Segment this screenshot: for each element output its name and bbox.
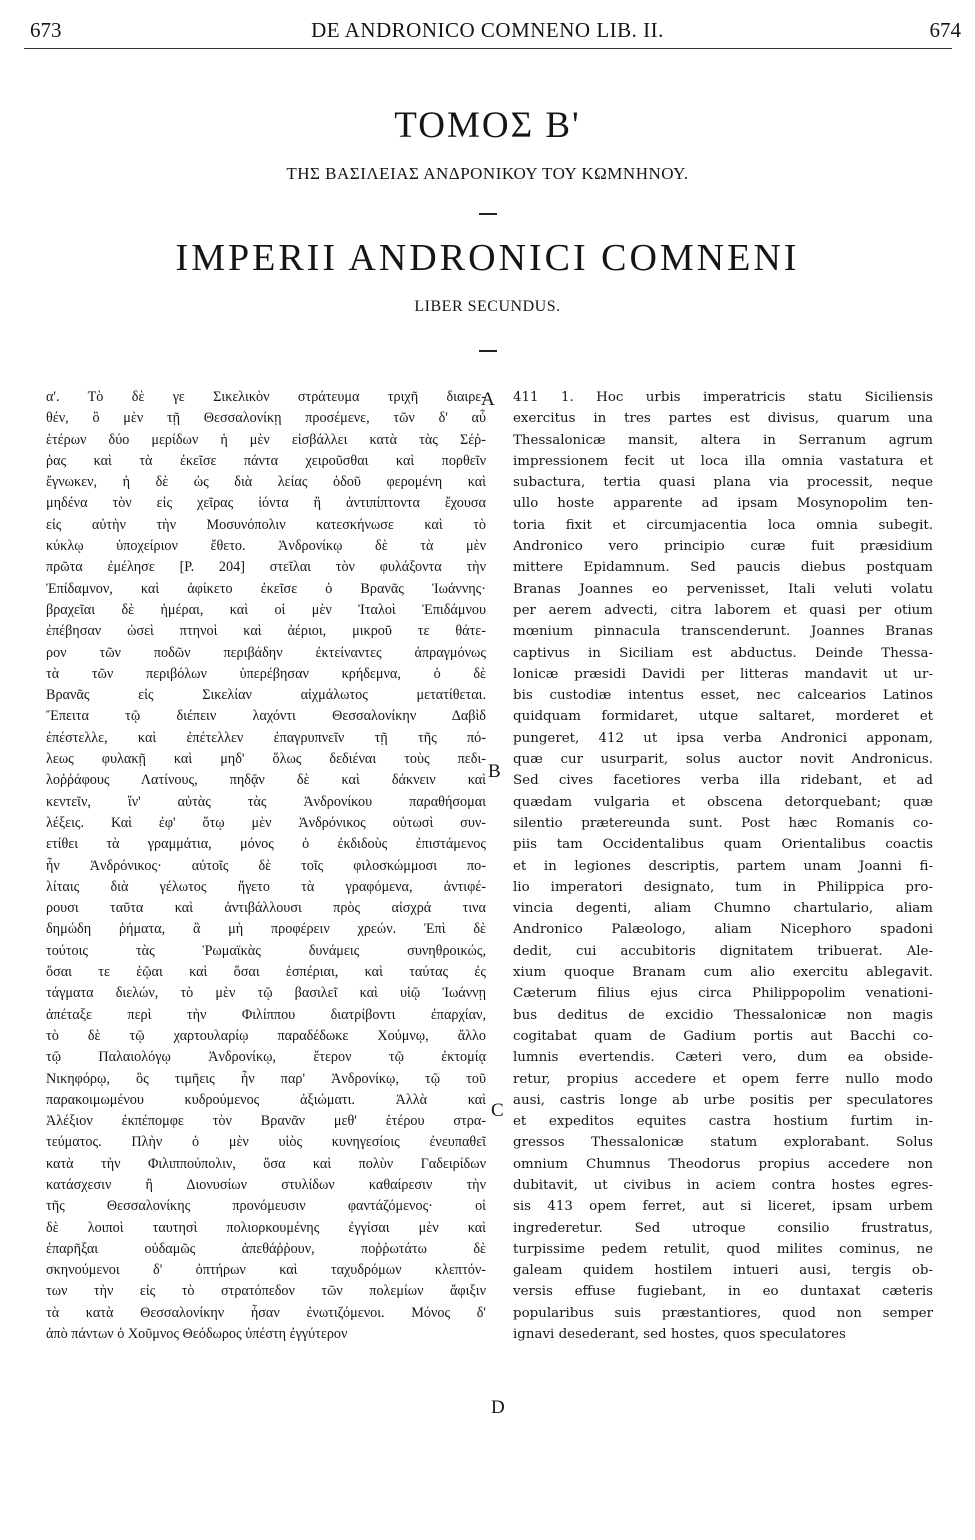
text-line: θέν, ὃ μὲν τῇ Θεσσαλονίκῃ προσέμενε, τῶν δ' αὖ	[46, 410, 486, 427]
text-line: εἰς αὐτὴν τὴν Μοσυνόπολιν κατεσκήνωσε καὶ τὸ	[46, 516, 486, 533]
text-line: κύκλῳ ὑποχείριον ἔθετο. Ἀνδρονίκῳ δὲ τὰ μὲν	[46, 538, 486, 555]
text-line: ρον τῶν ποδῶν περιβάδην ἐκτείναντες ἀπραγμόνως	[46, 644, 486, 661]
text-line: quæ cur usurparit, solus auctor novit Andronicus.	[513, 752, 933, 768]
text-line: silentio prætereunda sunt. Post hæc Romanis co-	[513, 815, 933, 831]
running-title: DE ANDRONICO COMNENO LIB. II.	[311, 18, 664, 42]
text-line: Ἀλέξιον ἐκπέπομφε τὸν Βρανᾶν μεθ' ἑτέρου στρα-	[46, 1113, 486, 1130]
text-line: λίταις διὰ γέλωτος ἤγετο τὰ γραφόμενα, ἀντιφέ-	[46, 878, 486, 895]
text-line: Branas Joannes eo pervenisset, Itali veluti volatu	[513, 581, 933, 597]
margin-letter-b: B	[488, 761, 501, 782]
text-line: των τὴν εἰς τὸ στρατόπεδον τῶν πολεμίων ἄφιξιν	[46, 1283, 486, 1300]
text-line: τῆς Θεσσαλονίκης προνόμευσιν φαντάζόμενος· οἱ	[46, 1198, 486, 1215]
text-line: ἀπὸ πάντων ὁ Χοῦμνος Θεόδωρος ὑπέστη ἐγγύτερον	[46, 1326, 348, 1343]
text-line: subactura, tertia quasi plana via processit, neque	[513, 475, 933, 491]
text-line: Βρανᾶς εἰς Σικελίαν αἰχμάλωτος μετατίθεται.	[46, 687, 486, 704]
text-line: lio imperatori designato, tum in Philippica pro-	[513, 879, 933, 895]
text-line: Νικηφόρῳ, ὃς τιμῆεις ἦν παρ' Ἀνδρονίκῳ, τῷ τοῦ	[46, 1070, 486, 1087]
text-line: ἑτέρων δύο μερίδων ἡ μὲν εἰσβάλλει κατὰ τὰς Σέῤ-	[46, 431, 486, 448]
text-line: pungeret, 412 ut ipsa verba Andronici apponam,	[513, 730, 933, 746]
text-line: τὸ δὲ τῷ χαρτουλαρίῳ παραδέδωκε Χούμνῳ, ἄλλο	[46, 1027, 486, 1044]
text-line: ῥας καὶ τὰ ἐκεῖσε πάντα χειροῦσθαι καὶ πορθεῖν	[46, 452, 486, 469]
page-number-left: 673	[30, 18, 62, 42]
tomos-heading: ΤΟΜΟΣ Β'	[394, 105, 581, 146]
text-line: captivus in Siciliam est abductus. Deinde Thessa-	[513, 645, 933, 661]
latin-title: IMPERII ANDRONICI COMNENI	[175, 237, 800, 279]
text-line: δὲ λοιποὶ ταυτησὶ πολιορκουμένης ἐγγίσαι μὲν καὶ	[46, 1219, 486, 1236]
header-rule	[24, 48, 952, 49]
text-line: cogitabat quam de Gadium portis aut Bacchi co-	[513, 1028, 933, 1044]
text-line: λοῤῥάφους Λατίνους, πηδᾷν δὲ καὶ δάκνειν καὶ	[46, 772, 486, 789]
text-line: bus deditus de excidio Thessalonicæ non magis	[513, 1007, 933, 1023]
text-line: παρακοιμωμένου κυδρούμενος ἀξιώματι. Ἀλλὰ καὶ	[46, 1091, 486, 1108]
text-line: turpissime pedem retulit, quod milites cominus, ne	[513, 1241, 933, 1257]
text-line: mœnium pinnacula transcenderunt. Joannes Branas	[513, 624, 933, 640]
text-line: mittere Epidamnum. Sed paucis diebus postquam	[513, 560, 933, 576]
text-line: βραχεῖαι δὲ ἡμέραι, καὶ οἱ μὲν Ἰταλοὶ Ἐπιδάμνου	[46, 601, 486, 618]
text-line: exercitus in tres partes est divisus, quarum una	[513, 411, 933, 427]
text-line: 411 1. Hoc urbis imperatricis statu Siciliensis	[513, 390, 933, 405]
text-line: piis tam Occidentalibus quam Orientalibus coactis	[513, 837, 933, 853]
text-line: τούτοις τὰς Ῥωμαϊκὰς δυνάμεις συνηθροικώς,	[46, 942, 486, 959]
text-line: ἦν Ἀνδρόνικος· αὐτοῖς δὲ τοῖς φιλοσκώμμοσι πο-	[46, 857, 486, 874]
text-line: Thessalonicæ mansit, altera in Serranum agrum	[513, 432, 933, 448]
text-line: gressos Thessalonicæ statum explorabant. Solus	[513, 1135, 933, 1151]
text-line: κατὰ τὴν Φιλιππούπολιν, ὅσα καὶ πολὺν Γαδειρίδων	[46, 1155, 486, 1172]
text-line: Ἐπίδαμνον, καὶ ἀφίκετο ἐκεῖσε ὁ Βρανᾶς Ἰωάννης·	[46, 580, 486, 597]
latin-subtitle: LIBER SECUNDUS.	[414, 298, 561, 315]
page-number-right: 674	[929, 18, 961, 42]
text-line: per aerem advecti, citra laborem et quasi per otium	[513, 602, 933, 618]
margin-letter-a: A	[481, 389, 495, 410]
text-line: vincia degenti, aliam Chumno chartulario, aliam	[513, 901, 933, 917]
text-line: ἐπαρῆξαι οὐδαμῶς ἀπεθάῤῥουν, ποῤῥωτάτω δὲ	[46, 1240, 486, 1257]
text-line: xium quoque Branam cum alio exercitu ablegavit.	[513, 965, 933, 981]
text-line: σκηνούμενοι δ' ὀπτήρων καὶ ταχυδρόμων κλεπτόν-	[46, 1262, 486, 1279]
text-line: κατάσχεσιν ἢ Διονυσίων στυλίδων καθαίρεσιν τὴν	[46, 1176, 486, 1193]
margin-letter-d: D	[491, 1397, 505, 1418]
text-line: ἀπέταξε περὶ τὴν Φιλίππου διατρίβοντι ἐπαρχίαν,	[46, 1006, 486, 1023]
text-line: versis effuse fugiebant, in eo duntaxat cæteris	[513, 1284, 933, 1300]
text-line: ausi, castris longe ab urbe positis per speculatores	[513, 1092, 933, 1108]
text-line: τάγματα διελών, τὸ μὲν τῷ βασιλεῖ καὶ υἱῷ Ἰωάννῃ	[46, 985, 486, 1002]
text-line: δημώδη ῥήματα, ἃ μὴ προφέρειν χρεών. Ἐπὶ δὲ	[46, 921, 486, 938]
text-line: ὅσαι τε ἑῷαι καὶ ὅσαι ἑσπέριαι, καὶ ταύτας ἐς	[46, 964, 486, 981]
text-line: τεύματος. Πλὴν ὁ μὲν υἱὸς κυνηγεσίοις ἐνευπαθεῖ	[46, 1134, 486, 1151]
text-line: quædam vulgaria et obscena detorquebant; quæ	[513, 794, 933, 810]
running-header	[0, 10, 975, 50]
text-line: lumnis evertendis. Cæteri vero, dum ea obside-	[513, 1050, 933, 1066]
text-line: ἔγνωκεν, ἡ δὲ ὡς διὰ λείας ὁδοῦ φερομένη καὶ	[46, 474, 486, 491]
text-line: Andronico Palæologo, aliam Nicephoro spadoni	[513, 922, 933, 938]
text-line: ετίθει τὰ γραμμάτια, μόνος ὁ ἐκδιδοὺς ἐπιστάμενος	[46, 836, 486, 853]
text-line: bis custodiæ intentus esset, nec calcearios Latinos	[513, 688, 933, 704]
text-line: galeam quidem hostilem intueri ausi, tergis ob-	[513, 1263, 933, 1279]
text-line: Andronico vero principio curæ fuit præsidium	[513, 539, 933, 555]
text-line: dubitavit, ut civibus in aciem contra hostes egres-	[513, 1177, 933, 1193]
text-line: ἐπέβησαν ὡσεὶ πτηνοὶ καὶ ἀέριοι, μικροῦ τε θάτε-	[46, 623, 486, 640]
text-line: toria fixit et circumjacentia loca omnia subegit.	[513, 517, 933, 533]
text-line: τὰ κατὰ Θεσσαλονίκην ἦσαν ἐνωτιζόμενοι. Μόνος δ'	[46, 1304, 486, 1321]
latin-text-column	[513, 387, 933, 1345]
text-line: Cæterum filius ejus circa Philippopolim venationi-	[513, 986, 933, 1002]
text-line: Ἔπειτα τῷ διέπειν λαχόντι Θεσσαλονίκην Δαβὶδ	[46, 708, 486, 725]
text-line: τὰ τῶν περιβόλων ὑπερέβησαν κρήδεμνα, ὁ δὲ	[46, 665, 486, 682]
text-line: ignavi desederant, sed hostes, quos speculatores	[513, 1327, 846, 1343]
text-line: λεως φυλακῇ καὶ μηδ' ὅλως δεδιέναι τοὺς πεδι-	[46, 751, 486, 768]
section-divider	[479, 350, 497, 352]
text-line: ρουσι ταῦτα καὶ ἀντιβάλλουσι πρὸς αἰσχρά τινα	[46, 900, 486, 917]
text-line: popularibus suis præstantiores, quod non semper	[513, 1305, 933, 1321]
text-line: omnium Chumnus Theodorus propius accedere non	[513, 1156, 933, 1172]
title-divider	[479, 213, 497, 215]
greek-text-column	[46, 387, 486, 1345]
text-line: retur, propius accedere et opem ferre nullo modo	[513, 1071, 933, 1087]
text-line: quidquam formidaret, utque saltaret, morderet et	[513, 709, 933, 725]
text-line: Sed cives facetiores verba illa ridebant, et ad	[513, 773, 933, 789]
text-line: et expeditos equites castra hostium furtim in-	[513, 1114, 933, 1130]
text-line: dedit, cui accubitoris dignitatem tribuerat. Ale-	[513, 943, 933, 959]
text-line: et in legiones descriptis, partem unam Joanni fi-	[513, 858, 933, 874]
text-line: ingrederetur. Sed utroque consilio frustratus,	[513, 1220, 933, 1236]
text-line: lonicæ præsidi Davidi per litteras mandavit ut ur-	[513, 666, 933, 682]
text-line: impressionem fecit ut loca illa omnia vastatura et	[513, 453, 933, 469]
text-line: πρῶτα ἐμέλησε [P. 204] στεῖλαι τὸν φυλάξοντα τὴν	[46, 559, 486, 576]
text-line: sis 413 opem ferret, aut si liceret, ipsam urbem	[513, 1199, 933, 1215]
text-line: κεντεῖν, ἵν' αὐτὰς τὰς Ἀνδρονίκου παραθήσομαι	[46, 793, 486, 810]
text-line: μηδένα τὸν εἰς χεῖρας ἰόντα ἢ ἀντιπίπτοντα ἔχουσα	[46, 495, 486, 512]
text-line: ullo hoste apparente ad ipsam Mosynopolim ten-	[513, 496, 933, 512]
margin-letter-c: C	[491, 1100, 504, 1121]
text-line: τῷ Παλαιολόγῳ Ἀνδρονίκῳ, ἕτερον τῷ ἐκτομίᾳ	[46, 1049, 486, 1066]
greek-subtitle: ΤΗΣ ΒΑΣΙΛΕΙΑΣ ΑΝΔΡΟΝΙΚΟΥ ΤΟΥ ΚΩΜΝΗΝΟΥ.	[286, 164, 689, 183]
text-line: α'. Τὸ δὲ γε Σικελικὸν στράτευμα τριχῆ διαιρε-	[46, 389, 486, 405]
text-line: λέξεις. Καὶ ἐφ' ὅτῳ μὲν Ἀνδρόνικος οὑτωσὶ συν-	[46, 814, 486, 831]
text-line: ἐπέστελλε, καὶ ἐπέτελλεν ἐπαγρυπνεῖν τῇ τῆς πό-	[46, 729, 486, 746]
